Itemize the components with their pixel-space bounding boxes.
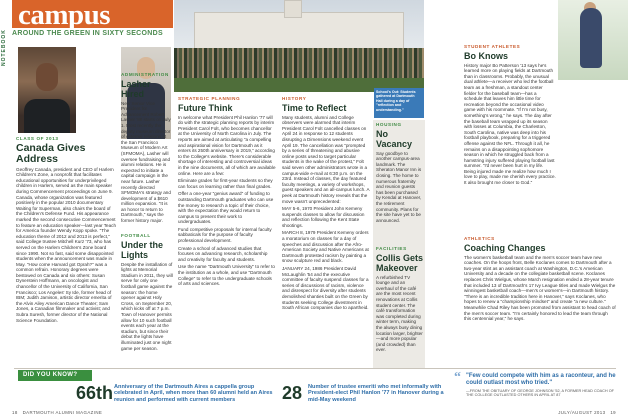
kicker: ATHLETICS — [464, 236, 495, 241]
timeline-item: MARCH 8, 1979 President Kemeny orders a moratorium on classes for a day of speeches and discussion after the Afro-American Society and Native Americans at Dartmouth protested racism by painting a snow sculpture red and black. — [282, 230, 369, 264]
did-you-know-banner: DID YOU KNOW? — [18, 370, 92, 381]
cupola — [284, 0, 302, 18]
kicker: FOOTBALL — [121, 233, 151, 238]
footer-left — [12, 410, 102, 415]
athlete-photo — [558, 0, 628, 80]
kicker: STRATEGIC PLANNING — [178, 96, 241, 101]
fact-number: 66th — [76, 383, 114, 403]
body-text: Geoffrey Canada, president and CEO of Harlem Children's Zone, a nonprofit that facilitates educational opportunities for underprivileged children in Harlem, served as the main speaker during Commencement proceedings on June 9. Canada, whose organization was featured positively in the popular 2010 documentary Waiting for Superman, also chairs the board of the Children's Defense Fund. His appearance marked the second consecutive Commencement to feature an education speaker—last year Teach for America founder Wendy Kopp spoke. "The education theme of 2012 and 2013 is perfect," said College trustee Mitchell Kurz '73, who has served on the Harlem Children's Zone board since 1990. Not so fast, said some disappointed students when the announcement was made in May. "How come Harvard got Oprah?" was a common refrain. Honorary degrees were bestowed on Canada and six others: Susan Dynerstein Hoffmann, an oncologist and chancellor of the University of California, San Francisco; Los Angeles' Sy Ide, former head of IBM; Judith Jamison, artistic director emerita of the Alvin Ailey American Dance Theater; Sam Jones, a Canadian filmmaker and activist; and Subra Suresh, former director of the National Science Foundation. — [16, 166, 117, 323]
section-subtitle: AROUND THE GREEN IN SIXTY SECONDS — [12, 30, 163, 37]
photo-caption: School's Out: Students gathered at Dartmouth Hall during a day of "reflection and understanding." — [374, 88, 424, 118]
quote-mark-icon: “ — [454, 370, 461, 385]
section-title: campus — [18, 0, 111, 31]
kicker: ADMINISTRATION — [121, 72, 169, 77]
strategic-planning-article — [178, 96, 276, 368]
headline: Coaching Changes — [464, 242, 546, 253]
kicker: HISTORY — [282, 96, 307, 101]
history-article — [282, 96, 370, 368]
student-athletes-article — [464, 44, 556, 234]
class-of-2013-article — [16, 136, 118, 368]
quote-text: "Few could compete with him as a raconteur, and he could outlast most who tried." — [466, 373, 616, 386]
headline: Time to Reflect — [282, 102, 347, 113]
body-text: Despite the installation of lights at Memorial Stadium in 2011, they will serve for only one football game against the season: the home opener against Holy Cross, on September 20, which kicks off at 7 p.m. Town of Hanover permits allow for 10 such football events each year at the stadium, but since their debut the lights have illuminated just one night game per season. — [121, 261, 173, 351]
divider — [14, 368, 616, 369]
athletics-article — [464, 236, 616, 366]
kicker: FACILITIES — [376, 246, 407, 251]
fact-number: 28 — [282, 383, 303, 403]
headline: Lasher Hired — [121, 78, 151, 99]
housing-article — [376, 122, 423, 246]
quote-source: —FROM THE OBITUARY OF GEORGE JOHNSON '52, A FORMER HEAD COACH OF THE COLLEGE OUTLASTED OTHERS IN APRIL AT 87 — [466, 389, 614, 398]
quote-box — [466, 373, 616, 405]
bullet-item: Offer a one-year "genius award" of funding to outstanding Dartmouth graduates who can use the money to research a topic of their choice, with the expectation they would return to campus to present their work to undergraduates. — [178, 191, 274, 225]
administration-article — [121, 72, 173, 224]
body-text: Say goodbye to another campus-area landmark. The Sheraton Manor Inn is closing. The home to numerous fraternity and reunion guests has been purchased by Kendal at Hanover, the retirement community. Plans for the site have yet to be announced. — [376, 150, 422, 223]
fact-text: Anniversary of the Dartmouth Aires a cappella group celebrated in April, when more than 60 alumni held an Aires reunion and performed with current members — [114, 384, 273, 403]
body-text: The women's basketball team and the men's soccer team have new coaches. On the hoops front, Belle Koclanes comes to Dartmouth after a two-year stint as an assistant coach at Washington, D.C.'s American University and a decade on the collegiate basketball scene. Koclanes replaces Chris Wielgus, whose March resignation ended a 28-year tenure that included 13 of Dartmouth's 17 Ivy League titles and made Wielgus the winningest basketball coach—men's or women's—in Dartmouth history. "There is an incredible tradition here in Hanover," says Koclanes, who hopes to renew a "championship mindset" and create "a new culture." Meanwhile Chad Riley has been promoted from assistant to head coach of the men's soccer team. "I'm certainly honored to lead the team through this centennial year," he says. — [464, 254, 616, 322]
footer-right — [558, 410, 616, 415]
timeline-item: MAY 5-6, 1970 President John Kemeny suspends classes to allow for discussion and reflection following the Kent State shootings. — [282, 206, 365, 228]
headline: Under the Lights — [121, 239, 164, 260]
headline: Bo Knows — [464, 50, 508, 61]
masthead — [12, 0, 173, 31]
issue-date: JULY/AUGUST 2013 — [558, 410, 606, 415]
magazine-name: DARTMOUTH ALUMNI MAGAZINE — [22, 410, 103, 415]
bullet-item: Create a school of advanced studies that focuses on advancing research, scholarship and creativity for faculty and students. — [178, 245, 268, 262]
bullet-item: Eliminate grades for first-year students so they can focus on learning rather than final grades. — [178, 178, 273, 189]
timeline-item: JANUARY 24, 1986 President David McLaughlin '54 and the executive committee of faculty suspend classes for a series of discussions of racism, violence and disrespect for diversity after students demolished shanties built on the Green by students seeking College divestment in South African companies due to apartheid. — [282, 266, 369, 311]
football-article — [121, 233, 173, 367]
body-text: History major Bo Patterson '13 says he's learned more on playing fields at Dartmouth than in classrooms. Probably, the unusual dual athlete—a receiver who led the football team as a freshman, a standout center fielder for the baseball team—has a schedule that leaves him little time for recreation beyond the occasional video game with his roommate. "If I'm not busy, something's wrong," he says. The day after the baseball team wrapped up its season with losses at Columbia, the Charleston, South Carolina, native was deep into his football playbook, preparing for a triggered offense against the NFL. Through it all, he remains on a disappointing sophomore season in which he struggled back from a hamstring injury suffered playing football last summer. "I'd never been hurt in my life. Being injured made me realize how much I love to play, made me cherish every practice. It also brought me closer to God." — [464, 62, 556, 186]
kicker: HOUSING — [376, 122, 402, 127]
campus-photo — [174, 0, 424, 92]
headline: Collis Gets Makeover — [376, 252, 424, 273]
kicker: CLASS OF 2013 — [16, 136, 59, 141]
body-text: A refurbished TV lounge and an overhaul of the café are the most recent renovations at Collis student center. The café transformation was completed during winter term, making the always busy dining location larger, brighter—and more popular (and crowded) than ever. — [376, 274, 423, 353]
body-text: Many students, alumni and College observers were alarmed that interim President Carol Folt cancelled classes on April 24 in response to 12 students disrupting a Dimensions weekend event April 19. The cancellation was "prompted by a series of threatening and abusive online posts used to target particular students in the wake of the protest," Folt said seven other administrators wrote in a campus-wide e-mail at 6:30 p.m. on the 23rd. Instead of classes, the day featured faculty meetings, a variety of workshops, guest speakers and an all-campus lunch. A peek at Dartmouth history reveals that the move wasn't unprecedented: — [282, 114, 370, 204]
fact-text: Number of trustee emeriti who met informally with President-elect Phil Hanlon '77 in Hanover during a mid-May weekend — [308, 384, 444, 403]
bullet-item: Fund competitive proposals for internal faculty sabbaticals for the purpose of faculty professional development. — [178, 226, 272, 244]
section-tab: NOTEBOOK — [1, 29, 7, 66]
page-number: 18 — [12, 410, 18, 415]
page-number: 19 — [610, 410, 616, 415]
body-text: In welcome what President Phil Hanlon '77 will do with the strategic planning reports by interim President Carol Folt, who becomes chancellor at the University of North Carolina in July. The reports are aimed at articulating "a compelling and aspirational vision for Dartmouth as it enters its 250th anniversary in 2019," according to the College's website. There's considerable shortage of interesting and controversial ideas in the nine documents, all of which are available online. Here are a few: — [178, 114, 276, 176]
headline: No Vacancy — [376, 128, 413, 149]
body-text: New Senior Vice President for Advancement Robert Lasher '88 starts on July 1. Most recently the deputy museum director of external relations at the San Francisco Museum of Modern Art (SFMOMA), Lasher will oversee fundraising and alumni relations. He is expected to initiate a capital campaign in the near future. Lasher recently directed SFMOMA's strategy and development of a $610 million expansion. "It is an honor to return to Dartmouth," says the former history major. — [121, 100, 171, 224]
kicker: STUDENT ATHLETES — [464, 44, 521, 49]
facilities-article — [376, 246, 423, 366]
headline: Canada Gives Address — [16, 141, 86, 165]
headline: Future Think — [178, 102, 233, 113]
bullet-item: Use the name "Dartmouth University" to refer to the institution as a whole, and use "Dartmouth College" to refer to the undergraduate schools of arts and sciences. — [178, 264, 275, 287]
canada-portrait — [18, 47, 76, 133]
